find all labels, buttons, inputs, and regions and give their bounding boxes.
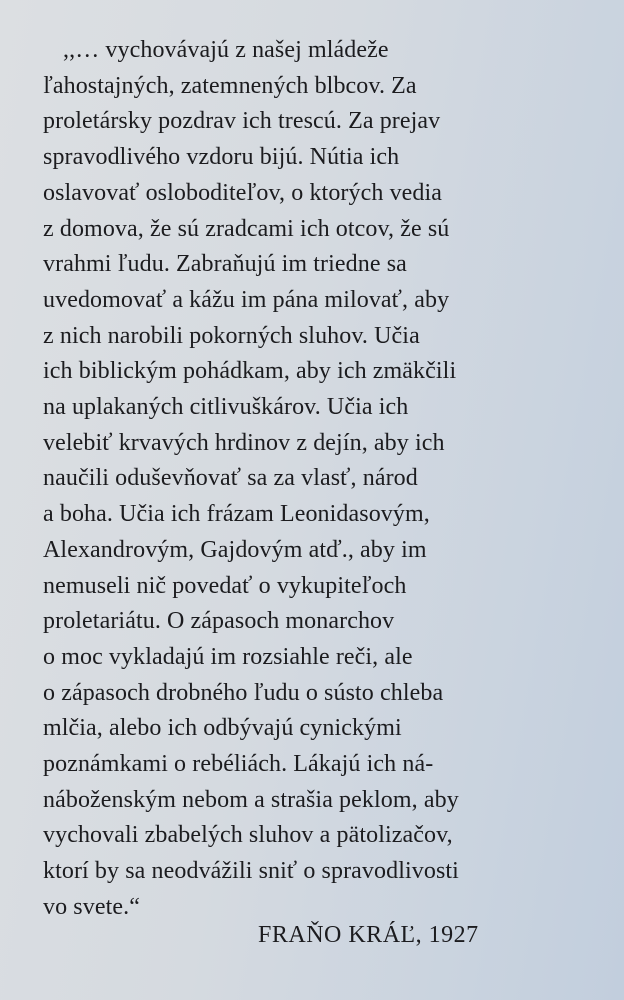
quote-line: mlčia, alebo ich odbývajú cynickými [43, 715, 402, 742]
quote-line: spravodlivého vzdoru bijú. Nútia ich [43, 144, 400, 171]
quote-line: a boha. Učia ich frázam Leonidasovým, [43, 501, 430, 528]
quote-line: vrahmi ľudu. Zabraňujú im triedne sa [43, 251, 407, 278]
quote-line: oslavovať osloboditeľov, o ktorých vedia [43, 179, 443, 206]
quote-line: ľahostajných, zatemnených blbcov. Za [43, 72, 417, 99]
author-signature: FRAŇO KRÁĽ, 1927 [258, 922, 479, 948]
quote-line: o zápasoch drobného ľudu o sústo chleba [43, 679, 444, 706]
quote-text [43, 33, 459, 926]
quote-line: naučili oduševňovať sa za vlasť, národ [43, 465, 418, 492]
quote-line: ich biblickým pohádkam, aby ich zmäkčili [43, 358, 457, 385]
quote-line: o moc vykladajú im rozsiahle reči, ale [43, 643, 413, 670]
quote-line: ,,… vychovávajú z našej mládeže [63, 37, 389, 63]
quote-line: uvedomovať a kážu im pána milovať, aby [43, 286, 450, 313]
quote-line: velebiť krvavých hrdinov z dejín, aby ich [43, 429, 445, 456]
quote-line: proletársky pozdrav ich trescú. Za prejav [43, 108, 441, 135]
quote-line: vychovali zbabelých sluhov a pätolizačov, [43, 822, 453, 849]
quote-line: nemuseli nič povedať o vykupiteľoch [43, 572, 407, 599]
quote-line: Alexandrovým, Gajdovým atď., aby im [43, 536, 427, 563]
quote-line: poznámkami o rebéliách. Lákajú ich ná- [43, 751, 434, 778]
quote-line: z nich narobili pokorných sluhov. Učia [43, 322, 420, 349]
quote-line: na uplakaných citlivuškárov. Učia ich [43, 394, 409, 421]
quote-line: proletariátu. O zápasoch monarchov [43, 608, 395, 635]
quote-line: z domova, že sú zradcami ich otcov, že sú [43, 215, 450, 242]
quote-line: vo svete.“ [43, 893, 140, 920]
quote-line: náboženským nebom a strašia peklom, aby [43, 786, 459, 813]
quote-line: ktorí by sa neodvážili sniť o spravodlivosti [43, 858, 459, 885]
